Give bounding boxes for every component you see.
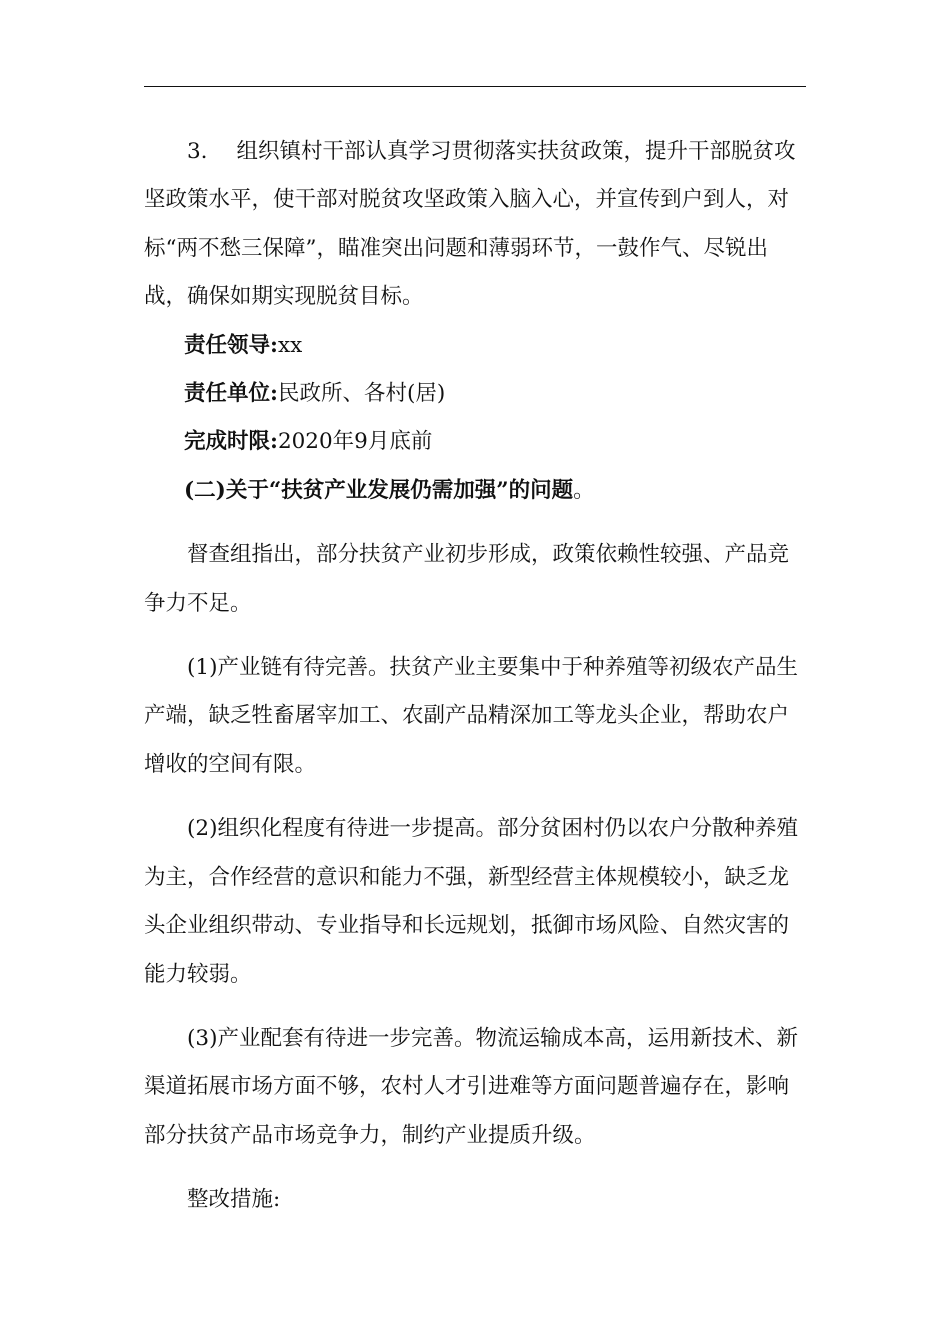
- item-3-paragraph: [144, 128, 808, 322]
- paragraph-measures-heading: 整改措施:: [187, 1187, 281, 1213]
- field-separator: :: [270, 332, 278, 358]
- section-heading-end: 。: [573, 477, 595, 503]
- field-deadline: [144, 418, 808, 466]
- field-separator: :: [270, 381, 278, 407]
- field-label: 完成时限: [184, 429, 271, 455]
- field-label: 责任领导: [184, 332, 271, 358]
- field-value: 2020年9月底前: [277, 429, 433, 455]
- field-responsible-leader: [144, 322, 808, 370]
- section-heading: [144, 467, 808, 515]
- field-responsible-unit: [144, 370, 808, 418]
- item-number: 3.: [187, 139, 208, 164]
- paragraph-issue-2: (2)组织化程度有待进一步提高。部分贫困村仍以农户分散种养殖为主，合作经营的意识和能力不强，新型经营主体规模较小，缺乏龙头企业组织带动、专业指导和长远规划，抵御市场风险、自然灾害的能力较弱。: [144, 816, 798, 987]
- header-rule: [144, 86, 806, 87]
- section-heading-text: (二)关于“扶贫产业发展仍需加强”的问题: [184, 477, 574, 503]
- paragraph-issue-3: (3)产业配套有待进一步完善。物流运输成本高，运用新技术、新渠道拓展市场方面不够，农村人才引进难等方面问题普遍存在，影响部分扶贫产品市场竞争力，制约产业提质升级。: [144, 1025, 798, 1148]
- field-separator: :: [270, 429, 278, 455]
- field-value: xx: [277, 332, 303, 358]
- field-label: 责任单位: [184, 381, 271, 407]
- field-value: 民政所、各村(居): [277, 381, 446, 407]
- document-body: [144, 128, 808, 1225]
- paragraph-issue-1: (1)产业链有待完善。扶贫产业主要集中于种养殖等初级农产品生产端，缺乏牲畜屠宰加工、农副产品精深加工等龙头企业，帮助农户增收的空间有限。: [144, 655, 798, 777]
- item-text: 组织镇村干部认真学习贯彻落实扶贫政策，提升干部脱贫攻坚政策水平，使干部对脱贫攻坚政策入脑入心，并宣传到户到人，对标“两不愁三保障”，瞄准突出问题和薄弱环节，一鼓作气、尽锐出战，确保如期实现脱贫目标。: [144, 139, 796, 310]
- paragraph-summary: 督查组指出，部分扶贫产业初步形成，政策依赖性较强、产品竞争力不足。: [144, 542, 790, 616]
